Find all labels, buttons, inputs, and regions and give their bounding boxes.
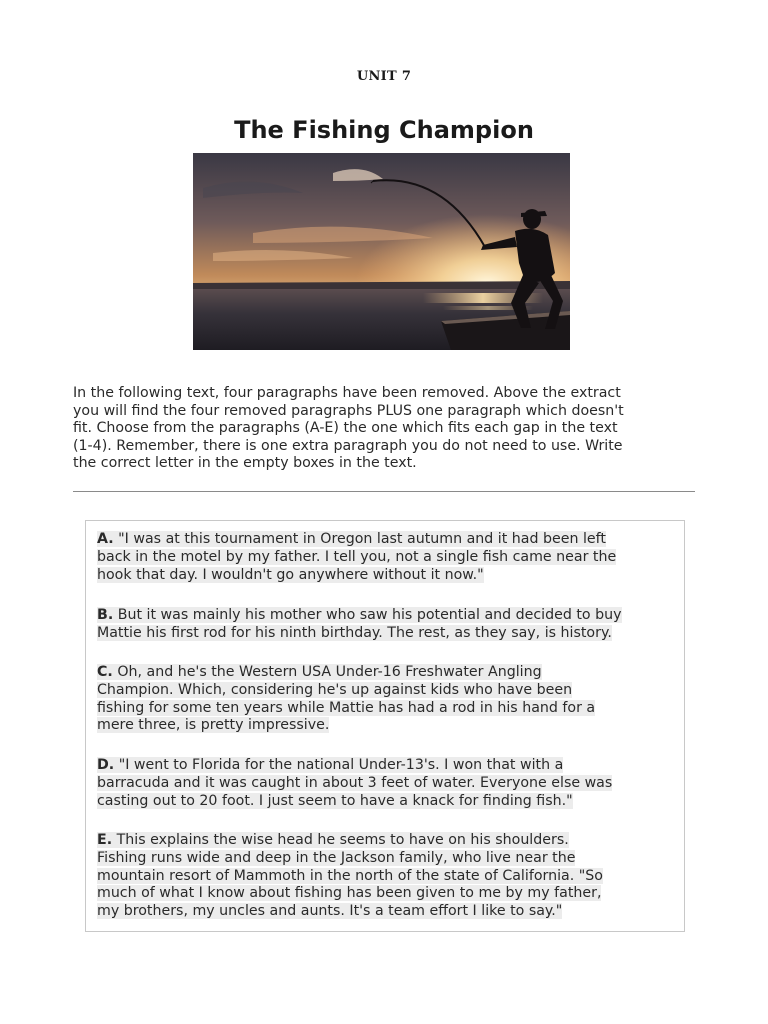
paragraph-line: Oh, and he's the Western USA Under-16 Freshwater Angling [117, 664, 542, 680]
paragraph-line: Mattie his first rod for his ninth birthday. The rest, as they say, is history. [97, 624, 612, 641]
page-title: The Fishing Champion [234, 116, 534, 144]
paragraph-a [97, 531, 677, 584]
paragraph-line: fishing for some ten years while Mattie has had a rod in his hand for a [97, 699, 596, 716]
paragraph-letter: B. [97, 607, 114, 623]
paragraph-c [97, 664, 677, 735]
paragraph-letter: C. [97, 664, 113, 680]
instructions-line: In the following text, four paragraphs have been removed. Above the extract [73, 385, 621, 401]
paragraph-letter: E. [97, 832, 113, 848]
instructions-line: fit. Choose from the paragraphs (A-E) the one which fits each gap in the text [73, 420, 618, 437]
fishing-photo [193, 153, 570, 350]
paragraph-line: "I went to Florida for the national Under-13's. I won that with a [118, 757, 564, 773]
paragraphs-box [85, 520, 685, 932]
paragraph-line: "I was at this tournament in Oregon last autumn and it had been left [118, 531, 606, 547]
paragraph-line: Champion. Which, considering he's up against kids who have been [97, 681, 573, 698]
paragraph-line: hook that day. I wouldn't go anywhere without it now." [97, 566, 484, 583]
paragraph-line: mountain resort of Mammoth in the north of the state of California. "So [97, 867, 603, 884]
paragraph-b [97, 607, 677, 643]
instructions [73, 385, 703, 473]
paragraph-letter: A. [97, 531, 114, 547]
instructions-line: the correct letter in the empty boxes in the text. [73, 455, 417, 472]
paragraph-line: my brothers, my uncles and aunts. It's a team effort I like to say." [97, 903, 563, 920]
unit-label: UNIT 7 [356, 69, 412, 84]
paragraph-line: But it was mainly his mother who saw his potential and decided to buy [117, 607, 622, 623]
paragraph-e [97, 832, 677, 921]
paragraph-line: mere three, is pretty impressive. [97, 717, 330, 734]
paragraph-line: back in the motel by my father. I tell you, not a single fish came near the [97, 548, 617, 565]
paragraph-line: This explains the wise head he seems to have on his shoulders. [116, 832, 569, 848]
paragraph-line: much of what I know about fishing has been given to me by my father, [97, 885, 602, 902]
instructions-line: (1-4). Remember, there is one extra paragraph you do not need to use. Write [73, 437, 623, 454]
paragraph-line: barracuda and it was caught in about 3 feet of water. Everyone else was [97, 774, 613, 791]
paragraph-letter: D. [97, 757, 115, 773]
section-divider [73, 491, 695, 492]
paragraph-line: Fishing runs wide and deep in the Jackson family, who live near the [97, 849, 576, 866]
paragraph-line: casting out to 20 foot. I just seem to have a knack for finding fish." [97, 792, 573, 809]
paragraph-d [97, 757, 677, 810]
instructions-line: you will find the four removed paragraphs PLUS one paragraph which doesn't [73, 402, 624, 419]
